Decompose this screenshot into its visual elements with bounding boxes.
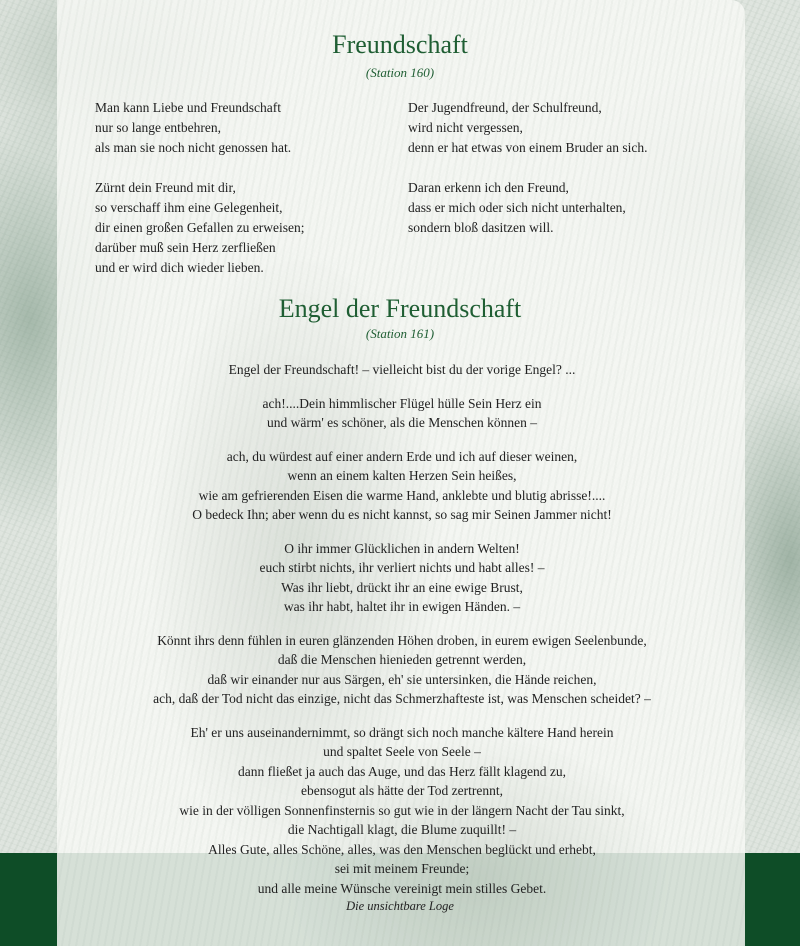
verse-line: und er wird dich wieder lieben. xyxy=(95,260,264,275)
verse-line: wie am gefrierenden Eisen die warme Hand, anklebte und blutig abrisse!.... xyxy=(198,487,606,503)
verse-line: sei mit meinem Freunde; xyxy=(334,861,470,876)
stanza xyxy=(408,178,648,238)
verse-line: und spaltet Seele von Seele – xyxy=(323,744,481,759)
verse-line: Zürnt dein Freund mit dir, xyxy=(95,180,236,195)
verse-line: Daran erkenn ich den Freund, xyxy=(408,180,569,195)
verse-line: euch stirbt nichts, ihr verliert nichts und habt alles! – xyxy=(259,560,545,575)
verse-line: O ihr immer Glücklichen in andern Welten! xyxy=(284,540,520,556)
stanza xyxy=(60,447,744,525)
stanza xyxy=(60,631,744,709)
verse-line: nur so lange entbehren, xyxy=(95,120,221,135)
verse-line: Was ihr liebt, drückt ihr an eine ewige Brust, xyxy=(281,579,523,595)
verse-line: dann fließet ja auch das Auge, und das Herz fällt klagend zu, xyxy=(237,763,566,779)
stanza xyxy=(95,98,305,158)
source-attribution: Die unsichtbare Loge xyxy=(346,899,454,913)
stanza xyxy=(60,539,744,617)
section-title-freundschaft: Freundschaft xyxy=(332,30,468,59)
verse-line: die Nachtigall klagt, die Blume zuquillt! – xyxy=(287,822,517,837)
station-label-160: (Station 160) xyxy=(365,65,435,80)
verse-line: darüber muß sein Herz zerfließen xyxy=(95,240,276,255)
verse-line: ach, daß der Tod nicht das einzige, nicht das Schmerzhafteste ist, was Menschen scheidet? – xyxy=(153,691,651,706)
left-column xyxy=(95,98,305,298)
verse-line: was ihr habt, haltet ihr in ewigen Händen. – xyxy=(283,599,521,614)
verse-line: und alle meine Wünsche vereinigt mein stilles Gebet. xyxy=(257,880,547,896)
verse-line: Der Jugendfreund, der Schulfreund, xyxy=(408,100,602,115)
verse-line: als man sie noch nicht genossen hat. xyxy=(95,140,292,155)
verse-line: daß wir einander nur aus Särgen, eh' sie untersinken, die Hände reichen, xyxy=(207,671,597,687)
verse-line: O bedeck Ihn; aber wenn du es nicht kannst, so sag mir Seinen Jammer nicht! xyxy=(192,507,612,522)
stanza xyxy=(408,98,648,158)
verse-line: Man kann Liebe und Freundschaft xyxy=(95,100,281,115)
verse-line: Alles Gute, alles Schöne, alles, was den Menschen beglückt und erhebt, xyxy=(208,841,596,857)
verse-line: Könnt ihrs denn fühlen in euren glänzenden Höhen droben, in eurem ewigen Seelenbunde, xyxy=(157,632,647,648)
verse-line: Engel der Freundschaft! – vielleicht bist du der vorige Engel? ... xyxy=(228,362,576,377)
verse-line: Eh' er uns auseinandernimmt, so drängt sich noch manche kältere Hand herein xyxy=(190,724,614,740)
verse-line: so verschaff ihm eine Gelegenheit, xyxy=(95,200,283,215)
verse-line: dir einen großen Gefallen zu erweisen; xyxy=(95,220,305,235)
stanza xyxy=(60,394,744,433)
stanza xyxy=(60,723,744,899)
verse-line: und wärm' es schöner, als die Menschen können – xyxy=(267,415,537,430)
verse-line: daß die Menschen hienieden getrennt werden, xyxy=(277,652,527,667)
verse-line: ebensogut als hätte der Tod zertrennt, xyxy=(301,783,503,798)
verse-line: wie in der völligen Sonnenfinsternis so gut wie in der längern Nacht der Tau sinkt, xyxy=(179,802,625,818)
verse-line: denn er hat etwas von einem Bruder an sich. xyxy=(408,140,648,155)
verse-line: wird nicht vergessen, xyxy=(408,120,523,135)
station-label-161: (Station 161) xyxy=(365,326,435,341)
stanza xyxy=(60,360,744,380)
stanza xyxy=(95,178,305,278)
verse-line: ach!....Dein himmlischer Flügel hülle Sein Herz ein xyxy=(262,395,542,411)
verse-line: sondern bloß dasitzen will. xyxy=(408,220,554,235)
right-column xyxy=(408,98,648,258)
verse-line: ach, du würdest auf einer andern Erde und ich auf dieser weinen, xyxy=(226,448,578,464)
verse-line: wenn an einem kalten Herzen Sein heißes, xyxy=(287,468,517,483)
poem-engel-der-freundschaft xyxy=(60,360,744,912)
verse-line: dass er mich oder sich nicht unterhalten, xyxy=(408,200,626,215)
section-title-engel-der-freundschaft: Engel der Freundschaft xyxy=(278,294,522,323)
